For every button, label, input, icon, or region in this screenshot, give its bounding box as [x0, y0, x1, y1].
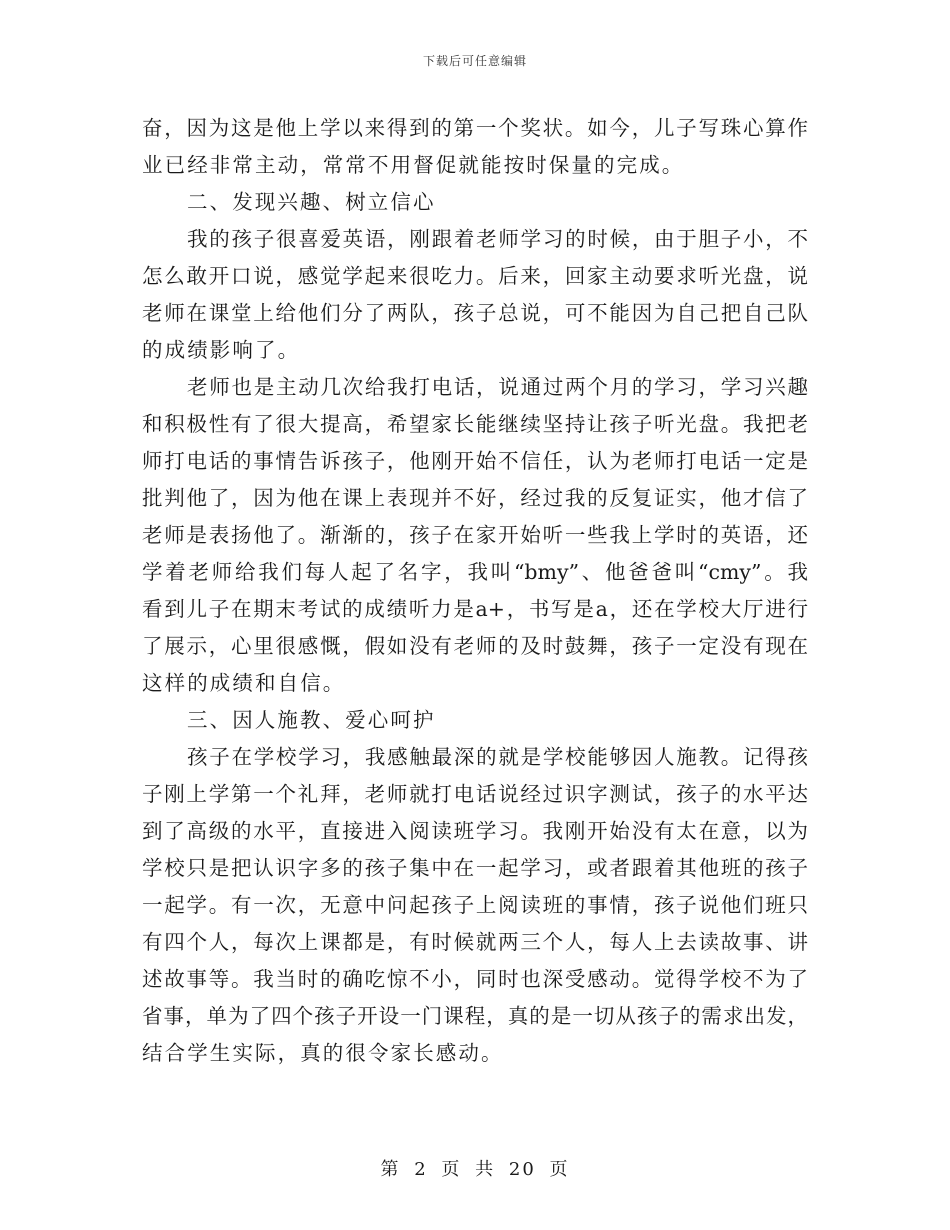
body-line: 学校只是把认识字多的孩子集中在一起学习，或者跟着其他班的孩子 [142, 856, 808, 880]
section-heading: 二、发现兴趣、树立信心 [187, 190, 436, 214]
body-line: 省事，单为了四个孩子开设一门课程，真的是一切从孩子的需求出发， [142, 1004, 808, 1028]
total-page-count: 20 [508, 1159, 536, 1180]
footer-page-label: 页 [441, 1159, 462, 1180]
body-line: 的成绩影响了。 [142, 338, 301, 362]
body-line: 奋，因为这是他上学以来得到的第一个奖状。如今，儿子写珠心算作 [142, 116, 808, 140]
body-line: 和积极性有了很大提高，希望家长能继续坚持让孩子听光盘。我把老 [142, 412, 808, 436]
body-line: 这样的成绩和自信。 [142, 671, 346, 695]
section-heading: 三、因人施教、爱心呵护 [187, 708, 436, 732]
footer-total-label: 共 [475, 1159, 496, 1180]
body-line: 了展示，心里很感慨，假如没有老师的及时鼓舞，孩子一定没有现在 [142, 634, 808, 658]
body-line: 师打电话的事情告诉孩子，他刚开始不信任，认为老师打电话一定是 [142, 449, 808, 473]
body-line: 怎么敢开口说，感觉学起来很吃力。后来，回家主动要求听光盘，说 [142, 264, 808, 288]
body-line: 我的孩子很喜爱英语，刚跟着老师学习的时候，由于胆子小，不 [187, 227, 808, 251]
footer-prefix: 第 [380, 1159, 401, 1180]
body-line: 述故事等。我当时的确吃惊不小，同时也深受感动。觉得学校不为了 [142, 967, 808, 991]
document-body [142, 110, 808, 1072]
page-number-footer [0, 1155, 950, 1181]
body-line: 业已经非常主动，常常不用督促就能按时保量的完成。 [142, 153, 685, 177]
body-line: 结合学生实际，真的很令家长感动。 [142, 1041, 504, 1065]
body-line: 一起学。有一次，无意中问起孩子上阅读班的事情，孩子说他们班只 [142, 893, 808, 917]
body-line: 批判他了，因为他在课上表现并不好，经过我的反复证实，他才信了 [142, 486, 808, 510]
body-line: 孩子在学校学习，我感触最深的就是学校能够因人施教。记得孩 [187, 745, 808, 769]
page-header: 下载后可任意编辑 [422, 54, 527, 68]
body-line: 有四个人，每次上课都是，有时候就两三个人，每人上去读故事、讲 [142, 930, 808, 954]
current-page-number: 2 [414, 1159, 428, 1180]
body-line: 看到儿子在期末考试的成绩听力是a+，书写是a，还在学校大厅进行 [142, 597, 808, 621]
footer-suffix: 页 [549, 1159, 570, 1180]
body-line: 老师是表扬他了。渐渐的，孩子在家开始听一些我上学时的英语，还 [142, 523, 808, 547]
body-line: 老师在课堂上给他们分了两队，孩子总说，可不能因为自己把自己队 [142, 301, 808, 325]
body-line: 学着老师给我们每人起了名字，我叫“bmy”、他爸爸叫“cmy”。我 [142, 560, 808, 584]
body-line: 子刚上学第一个礼拜，老师就打电话说经过识字测试，孩子的水平达 [142, 782, 808, 806]
body-line: 老师也是主动几次给我打电话，说通过两个月的学习，学习兴趣 [187, 375, 808, 399]
body-line: 到了高级的水平，直接进入阅读班学习。我刚开始没有太在意，以为 [142, 819, 808, 843]
